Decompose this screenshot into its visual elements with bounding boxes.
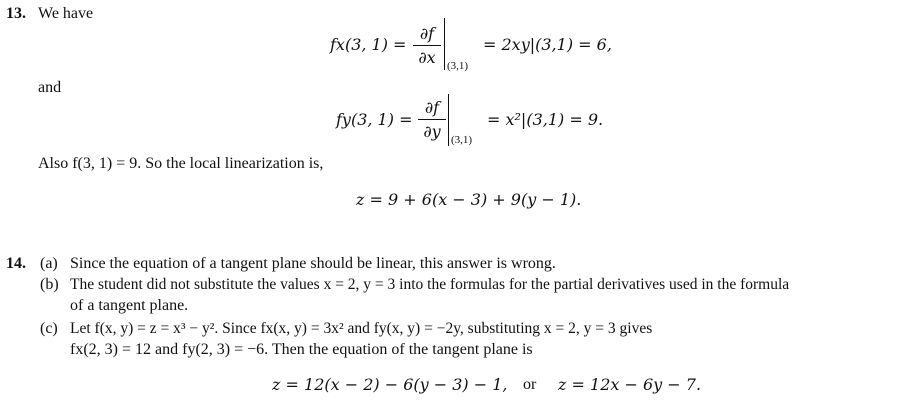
eq1-fraction [413, 24, 441, 67]
eq2-frac-bottom: ∂y [423, 122, 441, 141]
final-or: or [523, 376, 537, 393]
part-a-text: Since the equation of a tangent plane should be linear, this answer is wrong. [70, 255, 556, 272]
part-b-label: (b) [40, 276, 59, 293]
problem-13-number: 13. [6, 5, 26, 22]
eq1-eval-point: (3,1) [447, 60, 469, 72]
final-equation-2: z = 12x − 6y − 7. [558, 375, 702, 394]
eq1-eval-bar [444, 18, 445, 70]
problem-13-intro: We have [38, 5, 94, 22]
eq1-frac-bottom: ∂x [418, 48, 436, 67]
eq2-frac-top: ∂f [424, 98, 440, 117]
eq2-eval-point: (3,1) [451, 134, 473, 146]
eq2-rhs: = x²|(3,1) = 9. [487, 110, 604, 129]
part-c-line1: Let f(x, y) = z = x³ − y². Since fx(x, y) = 3x² and fy(x, y) = −2y, substituting x = 2, y = 3 gives [70, 320, 653, 337]
part-a-label: (a) [40, 255, 58, 272]
also-text: Also f(3, 1) = 9. So the local linearization is, [38, 155, 324, 172]
eq1-frac-top: ∂f [419, 24, 435, 43]
eq1-rhs: = 2xy|(3,1) = 6, [483, 35, 612, 54]
eq2-eval-bar [448, 94, 449, 146]
part-b-line2: of a tangent plane. [70, 297, 189, 314]
problem-14-number: 14. [6, 255, 26, 272]
part-c-line2: fx(2, 3) = 12 and fy(2, 3) = −6. Then the equation of the tangent plane is [70, 341, 533, 358]
part-c-label: (c) [40, 320, 58, 337]
eq1-lhs: fx(3, 1) = [330, 35, 407, 54]
final-equation-1: z = 12(x − 2) − 6(y − 3) − 1, [272, 375, 508, 394]
part-b-line1: The student did not substitute the values x = 2, y = 3 into the formulas for the partial derivatives used in the formula [70, 276, 790, 293]
eq2-fraction [418, 98, 446, 141]
linearization-equation: z = 9 + 6(x − 3) + 9(y − 1). [356, 190, 582, 209]
and-text: and [38, 79, 62, 96]
eq2-lhs: fy(3, 1) = [336, 110, 413, 129]
